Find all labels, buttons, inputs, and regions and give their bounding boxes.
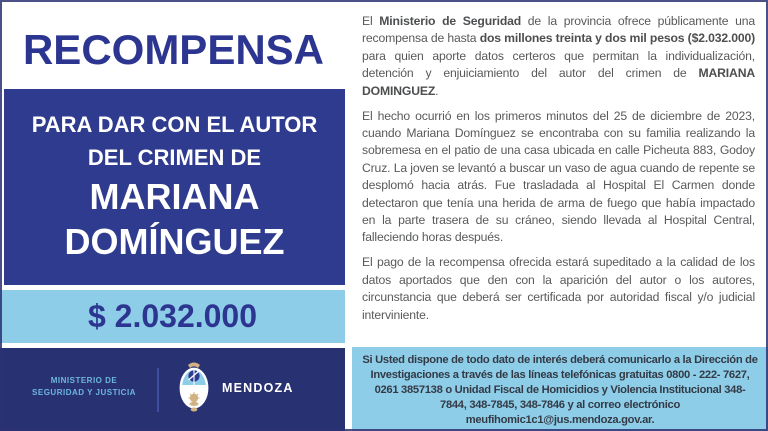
paragraph-payment-conditions: El pago de la recompensa ofrecida estará supeditado a la calidad de los datos aportados que den con la aparición del autor o los autores, circunstancia que deberá ser certificada por autoridad fiscal y/o judicial interviniente. — [362, 255, 755, 322]
contact-info-box: Si Usted dispone de todo dato de interés deberá comunicarlo a la Dirección de Investigaciones a través de las líneas telefónicas gratuitas 0800 - 222- 7627, 0261 3857138 o Unidad Fiscal de Homicidios y Violencia Institucional 348-7844, 348-7845, 348-7846 y al correo electrónico meufihomic1c1@jus.mendoza.gov.ar. — [352, 347, 768, 431]
victim-last-name: DOMÍNGUEZ — [64, 221, 285, 262]
ministry-footer — [0, 348, 345, 431]
p1-seg5: para quien aporte datos certeros que permitan la individualización, detención y enjuiciamiento del autor del crimen de — [362, 48, 755, 81]
reward-amount-band — [0, 290, 345, 343]
p1-seg7: . — [435, 83, 439, 98]
footer-divider — [157, 368, 159, 412]
p1-victim-bold: MARIANA DOMINGUEZ — [362, 66, 755, 98]
reward-amount: $ 2.032.000 — [87, 298, 258, 334]
ministry-label-line2: SEGURIDAD Y JUSTICIA — [32, 388, 136, 397]
left-panel — [0, 0, 347, 431]
p1-seg1: El — [362, 14, 380, 28]
right-panel — [347, 0, 768, 431]
crime-title-box — [4, 89, 345, 285]
mendoza-coat-of-arms-icon — [178, 359, 210, 415]
ministry-label-line1: MINISTERIO DE — [50, 376, 118, 385]
crime-box-line2: DEL CRIMEN DE — [87, 145, 262, 170]
paragraph-reward-offer — [362, 13, 755, 100]
poster-headline: RECOMPENSA — [22, 25, 325, 73]
crime-box-line1: PARA DAR CON EL AUTOR — [31, 112, 318, 137]
mendoza-brand-label: MENDOZA — [222, 381, 294, 395]
p1-seg3: de la provincia ofrece públicamente una recompensa de hasta — [362, 14, 755, 46]
ministry-label — [18, 375, 150, 399]
victim-first-name: MARIANA — [89, 176, 260, 217]
p1-ministry-bold: Ministerio de Seguridad — [379, 14, 522, 28]
p1-amount-bold: dos millones treinta y dos mil pesos ($2.032.000) — [479, 31, 755, 46]
paragraph-crime-details: El hecho ocurrió en los primeros minutos del 25 de diciembre de 2023, cuando Mariana Domínguez se encontraba con su familia realizando la sobremesa en el patio de una casa ubicada en calle Picheuta 883, Godoy Cruz. La joven se levantó a buscar un vaso de agua cuando de repente se desplomó hacia atrás. Fue trasladada al Hospital El Carmen donde detectaron que tenía una herida de arma de fuego que había impactado en la parte trasera de su cráneo, siendo llevada al Hospital Central, falleciendo horas después. — [362, 108, 755, 245]
body-text-area — [347, 0, 768, 324]
